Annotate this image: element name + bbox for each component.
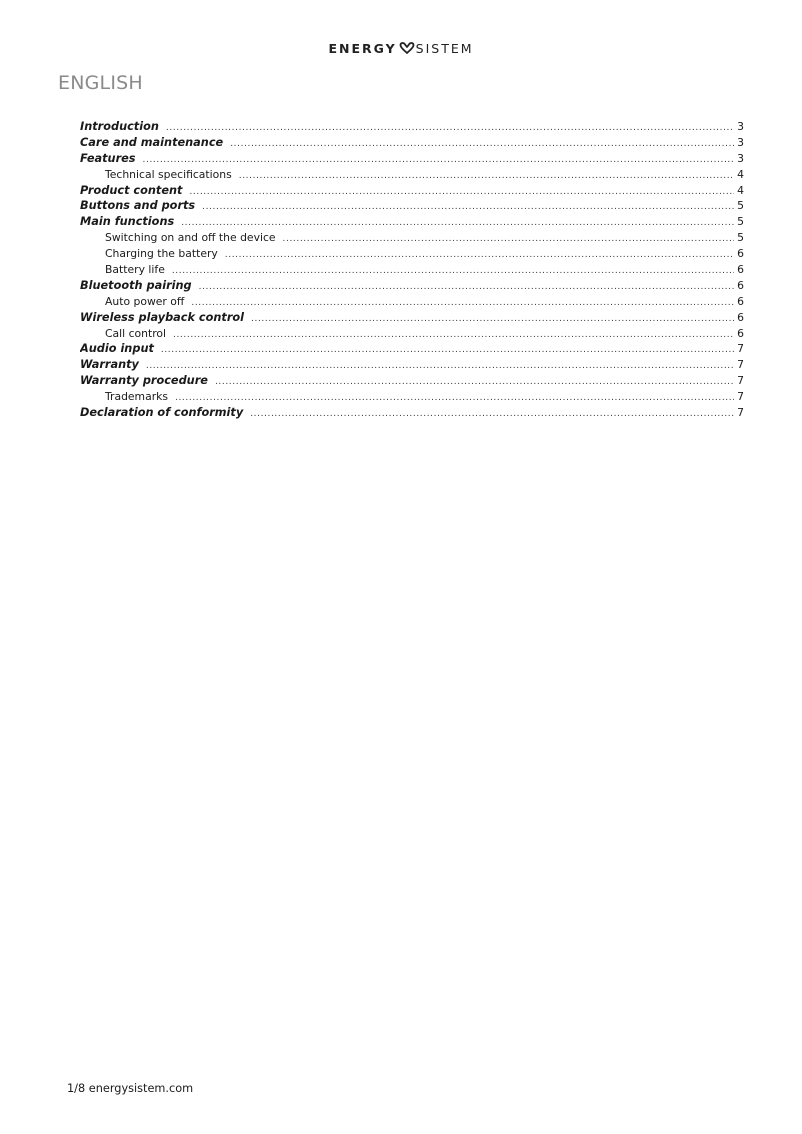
- toc-page-number: 7: [737, 390, 744, 404]
- heart-check-icon: [399, 41, 415, 53]
- toc-entry[interactable]: [80, 198, 744, 214]
- toc-dot-leader: [172, 264, 734, 278]
- toc-page-number: 5: [737, 231, 744, 245]
- toc-dot-leader: [225, 248, 734, 262]
- toc-dot-leader: [143, 153, 735, 167]
- toc-entry-label: Charging the battery: [105, 247, 218, 261]
- toc-entry-label: Battery life: [105, 263, 165, 277]
- toc-entry-label: Switching on and off the device: [105, 231, 276, 245]
- toc-entry-label: Wireless playback control: [80, 310, 245, 324]
- toc-entry[interactable]: [80, 183, 744, 199]
- toc-page-number: 6: [737, 310, 744, 324]
- toc-entry[interactable]: [80, 214, 744, 230]
- toc-dot-leader: [250, 407, 734, 421]
- toc-entry-label: Features: [80, 151, 136, 165]
- toc-entry[interactable]: [80, 310, 744, 326]
- toc-entry[interactable]: [80, 167, 744, 183]
- toc-entry[interactable]: [80, 389, 744, 405]
- toc-page-number: 7: [737, 374, 744, 388]
- toc-entry[interactable]: [80, 119, 744, 135]
- toc-dot-leader: [239, 169, 734, 183]
- toc-dot-leader: [251, 312, 734, 326]
- toc-dot-leader: [175, 391, 734, 405]
- toc-page-number: 3: [737, 151, 744, 165]
- toc-entry-label: Trademarks: [105, 390, 169, 404]
- toc-page-number: 6: [737, 326, 744, 340]
- toc-entry-label: Call control: [105, 326, 167, 340]
- toc-entry-label: Bluetooth pairing: [80, 278, 192, 292]
- toc-dot-leader: [191, 296, 734, 310]
- toc-entry[interactable]: [80, 230, 744, 246]
- toc-dot-leader: [173, 328, 734, 342]
- toc-dot-leader: [215, 375, 734, 389]
- language-title: ENGLISH: [58, 72, 143, 94]
- toc-page-number: 3: [737, 120, 744, 133]
- toc-entry[interactable]: [80, 278, 744, 294]
- toc-dot-leader: [199, 280, 734, 294]
- toc-dot-leader: [161, 343, 734, 357]
- toc-page-number: 6: [737, 263, 744, 277]
- toc-entry-label: Introduction: [80, 120, 159, 133]
- toc-page-number: 5: [737, 199, 744, 213]
- toc-entry[interactable]: [80, 151, 744, 167]
- toc-page-number: 5: [737, 215, 744, 229]
- brand-name-energy: ENERGY: [328, 41, 397, 56]
- toc-page-number: 7: [737, 342, 744, 356]
- toc-entry[interactable]: [80, 341, 744, 357]
- toc-page-number: 4: [737, 167, 744, 181]
- toc-dot-leader: [166, 121, 734, 135]
- toc-dot-leader: [146, 359, 734, 373]
- toc-entry[interactable]: [80, 246, 744, 262]
- toc-entry-label: Main functions: [80, 215, 175, 229]
- toc-entry-label: Audio input: [80, 342, 154, 356]
- toc-page-number: 3: [737, 135, 744, 149]
- toc-entry-label: Buttons and ports: [80, 199, 196, 213]
- toc-dot-leader: [283, 232, 735, 246]
- toc-entry-label: Technical specifications: [105, 167, 232, 181]
- page-footer: 1/8 energysistem.com: [67, 1082, 194, 1095]
- toc-entry[interactable]: [80, 326, 744, 342]
- table-of-contents: [80, 119, 744, 421]
- brand-name-sistem: SISTEM: [415, 41, 474, 56]
- brand-logo: [0, 40, 802, 58]
- toc-page-number: 6: [737, 247, 744, 261]
- toc-entry-label: Warranty: [80, 358, 139, 372]
- toc-entry[interactable]: [80, 294, 744, 310]
- toc-entry-label: Declaration of conformity: [80, 406, 244, 420]
- toc-page-number: 6: [737, 278, 744, 292]
- toc-entry[interactable]: [80, 262, 744, 278]
- toc-page-number: 4: [737, 183, 744, 197]
- toc-entry[interactable]: [80, 357, 744, 373]
- toc-entry[interactable]: [80, 405, 744, 421]
- toc-dot-leader: [230, 137, 734, 151]
- toc-entry-label: Product content: [80, 183, 183, 197]
- toc-page-number: 7: [737, 406, 744, 420]
- toc-entry-label: Care and maintenance: [80, 135, 224, 149]
- toc-dot-leader: [189, 185, 734, 199]
- toc-page-number: 6: [737, 294, 744, 308]
- toc-dot-leader: [181, 216, 734, 230]
- toc-entry[interactable]: [80, 135, 744, 151]
- toc-page-number: 7: [737, 358, 744, 372]
- toc-entry-label: Auto power off: [105, 294, 185, 308]
- toc-entry[interactable]: [80, 373, 744, 389]
- toc-dot-leader: [202, 200, 734, 214]
- toc-entry-label: Warranty procedure: [80, 374, 208, 388]
